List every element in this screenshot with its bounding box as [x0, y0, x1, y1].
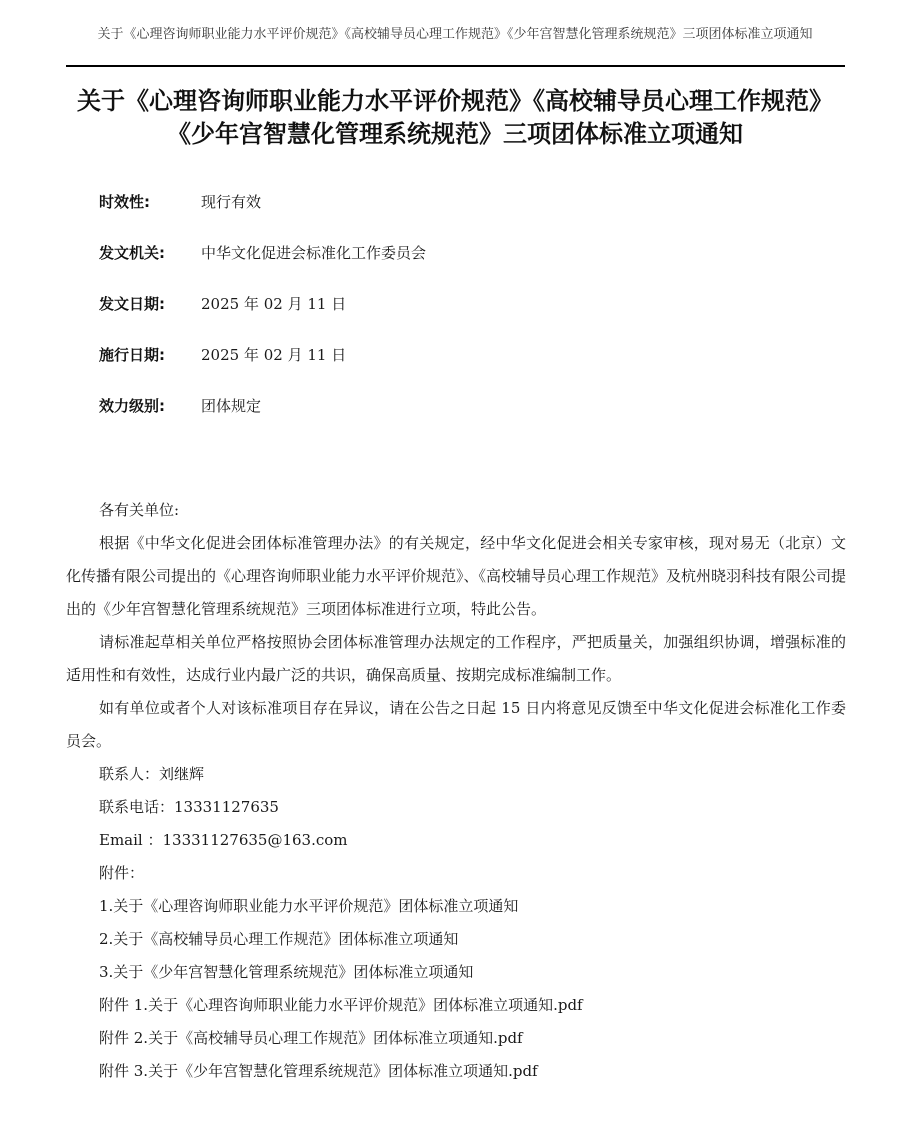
contact-email: Email ：13331127635@163.com — [99, 831, 348, 849]
metadata-table — [99, 190, 799, 445]
paragraph-requirements: 请标准起草相关单位严格按照协会团体标准管理办法规定的工作程序，严把质量关，加强组织协调，增强标准的适用性和有效性，达成行业内最广泛的共识，确保高质量、按期完成标准编制工作。 — [66, 633, 846, 684]
meta-row-issuer — [99, 241, 799, 292]
notice-body — [66, 494, 846, 1088]
meta-value: 中华文化促进会标准化工作委员会 — [201, 244, 427, 262]
meta-row-level — [99, 394, 799, 445]
attachment-item: 3.关于《少年宫智慧化管理系统规范》团体标准立项通知 — [99, 963, 474, 981]
attachment-file-link[interactable]: 附件 2.关于《高校辅导员心理工作规范》团体标准立项通知.pdf — [99, 1029, 523, 1047]
attachment-item: 1.关于《心理咨询师职业能力水平评价规范》团体标准立项通知 — [99, 897, 519, 915]
attachment-file-link[interactable]: 附件 1.关于《心理咨询师职业能力水平评价规范》团体标准立项通知.pdf — [99, 996, 583, 1014]
meta-value: 2025 年 02 月 11 日 — [201, 346, 347, 364]
document-title: 关于《心理咨询师职业能力水平评价规范》《高校辅导员心理工作规范》《少年宫智慧化管理系统规范》三项团体标准立项通知 — [77, 86, 833, 148]
header-rule — [66, 65, 845, 67]
meta-label: 发文机关: — [99, 244, 165, 262]
attachments-heading: 附件： — [99, 864, 145, 882]
paragraph-objection: 如有单位或者个人对该标准项目存在异议，请在公告之日起 15 日内将意见反馈至中华文化促进会标准化工作委员会。 — [66, 699, 846, 750]
attachment-item: 2.关于《高校辅导员心理工作规范》团体标准立项通知 — [99, 930, 459, 948]
salutation: 各有关单位: — [99, 501, 180, 519]
paragraph-basis: 根据《中华文化促进会团体标准管理办法》的有关规定，经中华文化促进会相关专家审核，现对易无（北京）文化传播有限公司提出的《心理咨询师职业能力水平评价规范》、《高校辅导员心理工作规范》及杭州晓羽科技有限公司提出的《少年宫智慧化管理系统规范》三项团体标准进行立项，特此公告。 — [66, 534, 847, 618]
meta-label: 施行日期: — [99, 346, 165, 364]
meta-row-effective-date — [99, 343, 799, 394]
meta-label: 时效性: — [99, 193, 150, 211]
meta-label: 发文日期: — [99, 295, 165, 313]
meta-value: 现行有效 — [201, 193, 262, 211]
meta-value: 2025 年 02 月 11 日 — [201, 295, 347, 313]
contact-phone: 联系电话：13331127635 — [99, 798, 279, 816]
meta-label: 效力级别: — [99, 397, 165, 415]
running-header: 关于《心理咨询师职业能力水平评价规范》《高校辅导员心理工作规范》《少年宫智慧化管理系统规范》三项团体标准立项通知 — [97, 27, 813, 42]
contact-person: 联系人：刘继辉 — [99, 765, 205, 783]
meta-row-validity — [99, 190, 799, 241]
meta-row-issue-date — [99, 292, 799, 343]
meta-value: 团体规定 — [201, 397, 262, 415]
attachment-file-link[interactable]: 附件 3.关于《少年宫智慧化管理系统规范》团体标准立项通知.pdf — [99, 1062, 538, 1080]
